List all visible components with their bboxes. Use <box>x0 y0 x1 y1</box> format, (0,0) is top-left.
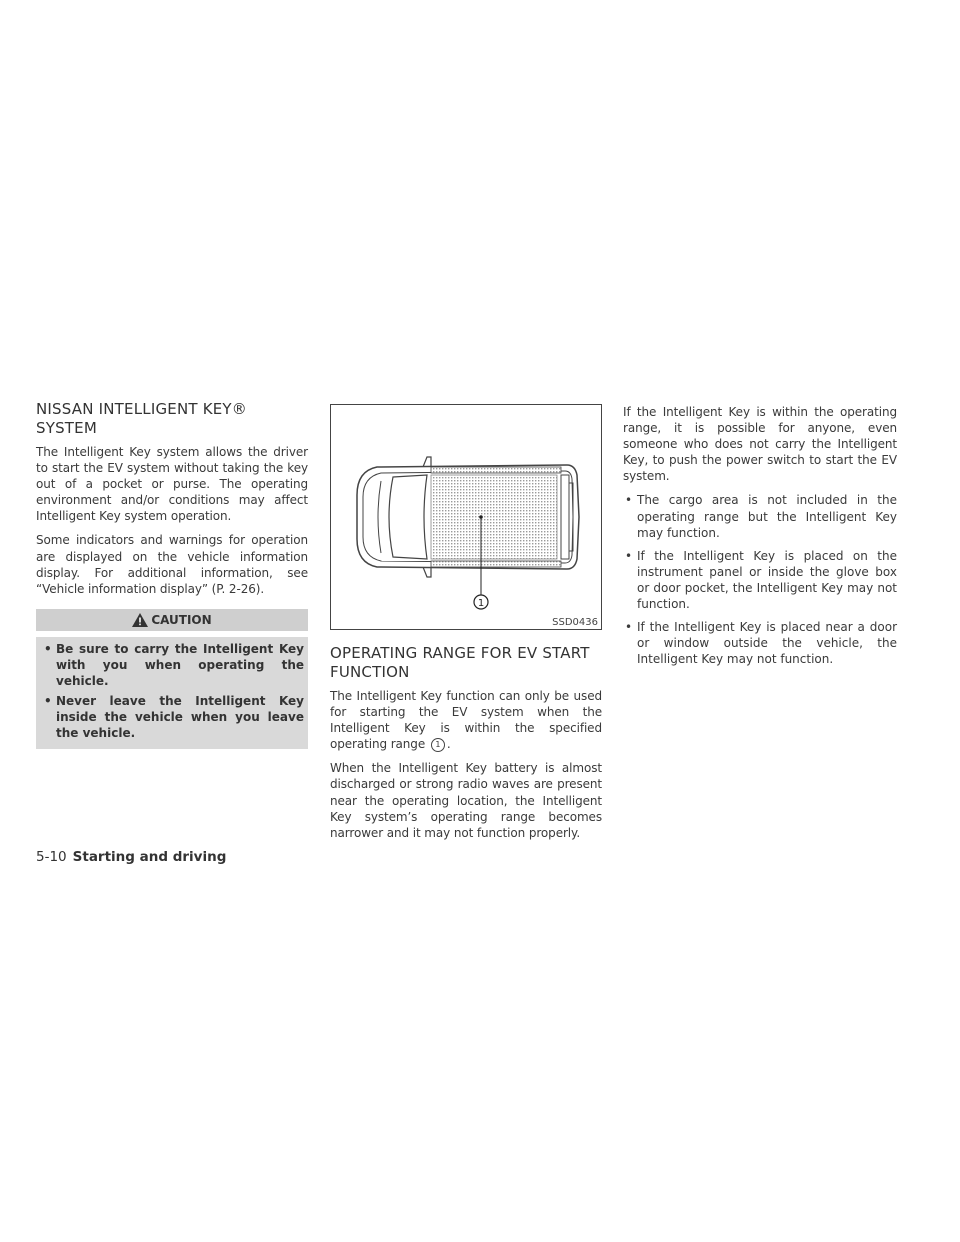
page-number: 5-10 <box>36 849 67 865</box>
page-footer <box>36 849 226 865</box>
warning-icon <box>132 613 148 627</box>
list-item: • If the Intelligent Key is placed near a door or window outside the vehicle, the Intelligent Key may not function. <box>623 619 897 667</box>
paragraph: When the Intelligent Key battery is almost discharged or strong radio waves are present near the operating location, the Intelligent Key system’s operating range becomes narrower and it may not function properly. <box>330 761 602 840</box>
paragraph: The Intelligent Key system allows the driver to start the EV system without taking the key out of a pocket or purse. The operating environment and/or conditions may affect Intelligent Key system operation. <box>36 445 308 524</box>
vehicle-top-view-illustration <box>331 405 601 629</box>
callout-marker: 1 <box>431 738 445 752</box>
note-list <box>623 492 897 667</box>
list-item: • The cargo area is not included in the operating range but the Intelligent Key may function. <box>623 492 897 540</box>
paragraph: If the Intelligent Key is within the operating range, it is possible for anyone, even someone who does not carry the Intelligent Key, to push the power switch to start the EV system. <box>623 405 897 484</box>
column-left <box>36 400 308 749</box>
caution-item: • Never leave the Intelligent Key inside the vehicle when you leave the vehicle. <box>44 693 304 741</box>
section-title-operating-range: OPERATING RANGE FOR EV START FUNCTION <box>330 644 590 681</box>
vehicle-range-figure <box>330 404 602 630</box>
caution-box <box>36 609 308 749</box>
caution-list <box>36 641 308 741</box>
figure-label: SSD0436 <box>552 617 598 628</box>
caution-item: • Be sure to carry the Intelligent Key with you when operating the vehicle. <box>44 641 304 689</box>
caution-title: CAUTION <box>151 612 212 627</box>
column-middle <box>330 404 602 849</box>
paragraph: Some indicators and warnings for operation are displayed on the vehicle information display. For additional information, see “Vehicle information display” (P. 2-26). <box>36 533 308 596</box>
caution-header <box>36 609 308 637</box>
list-item: • If the Intelligent Key is placed on the instrument panel or inside the glove box or door pocket, the Intelligent Key may not function. <box>623 548 897 612</box>
column-right <box>623 404 897 674</box>
callout-number: 1 <box>477 598 485 609</box>
section-title-intelligent-key: NISSAN INTELLIGENT KEY® SYSTEM <box>36 400 247 437</box>
paragraph: The Intelligent Key function can only be used for starting the EV system when the Intelligent Key is within the specified operating range 1 . <box>330 689 602 752</box>
section-name: Starting and driving <box>72 849 227 865</box>
